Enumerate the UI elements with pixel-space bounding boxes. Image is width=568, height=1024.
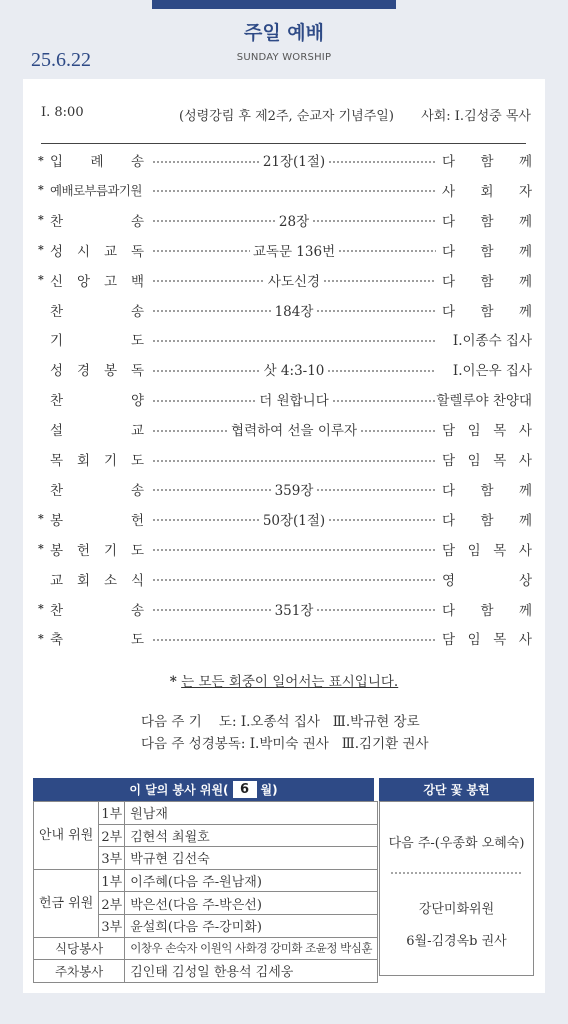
volunteers-table [33,801,378,983]
parking-names: 김인태 김성일 한용석 김세웅 [125,960,378,983]
order-value: 184장 [274,303,314,320]
page-title: 주일 예배 [243,22,325,44]
flowers-header: 강단 꽃 봉헌 [379,778,534,801]
standing-note [0,670,568,690]
order-value: 삿 4:3-10 [263,363,325,380]
volunteers-header [33,778,374,801]
service-occasion: (성령강림 후 제2주, 순교자 기념주일) [179,109,394,124]
leader-dots [316,310,436,312]
leader-dots [152,340,436,342]
order-who: 다 함 께 [442,213,532,230]
offering-part: 2부 [99,892,125,915]
standing-mark: * [38,243,44,257]
table-row [34,937,378,960]
order-value: 50장(1절) [262,512,326,529]
leader-dots [152,220,276,222]
order-who: 사 회 자 [442,183,532,200]
order-content [152,240,436,260]
leader-dots [152,310,272,312]
order-row [38,299,532,321]
flowers-committee: 강단미화위원 [418,902,495,917]
standing-mark: * [38,542,44,556]
leader-dots [152,190,436,192]
order-value: 21장(1절) [262,154,326,170]
order-title: 설 교 [50,423,144,440]
offering-part: 1부 [99,869,125,892]
leader-dots [316,609,436,611]
order-row [38,328,532,350]
order-content [152,187,436,192]
order-title: 입 례 송 [50,154,144,170]
standing-mark: * [38,273,44,287]
table-row [34,869,378,892]
order-content [152,636,436,641]
order-content [152,479,436,499]
top-accent-bar [152,0,396,9]
leader-dots [323,280,436,282]
order-value: 협력하여 선을 이루자 [231,423,357,440]
leader-dots [152,639,436,641]
offering-part: 3부 [99,914,125,937]
kitchen-names: 이창우 손숙자 이원익 사화경 강미화 조윤정 박심훈 [125,937,378,960]
leader-dots [328,519,436,521]
usher-names: 원남재 [125,802,378,825]
order-who: Ⅰ.이은우 집사 [452,363,532,380]
offering-group-label: 헌금 위원 [34,869,99,937]
flowers-june: 6월-김경옥b 권사 [406,934,507,949]
order-row [38,508,532,530]
order-who: 다 함 께 [442,243,532,260]
leader-dots [152,370,261,372]
order-content [152,359,436,379]
order-who: 다 함 께 [442,602,532,619]
leader-dots [152,460,436,462]
order-title: 기 도 [50,333,144,350]
order-row [38,388,532,410]
order-content [152,576,436,581]
next-prayer [141,710,420,730]
service-info [41,105,531,127]
order-title: 찬 송 [50,602,144,619]
order-title: 찬 양 [50,393,144,410]
leader-dots [312,220,436,222]
leader-dots [152,280,265,282]
leader-dots [332,400,436,402]
order-who: 다 함 께 [442,303,532,320]
order-row [38,358,532,380]
order-who: Ⅰ.이종수 집사 [452,333,532,350]
flowers-divider [390,872,523,874]
leader-dots [316,489,436,491]
order-title: 찬 송 [50,303,144,320]
order-row [38,478,532,500]
service-time: Ⅰ. 8:00 [41,105,84,120]
order-title: 봉 헌 기 도 [50,542,144,559]
order-who: 담 임 목 사 [442,423,532,440]
order-content [152,337,436,342]
standing-mark: * [38,512,44,526]
order-value: 359장 [274,482,314,499]
flowers-next-week: 다음 주-(우종화 오혜숙) [388,836,525,851]
order-content [152,210,436,230]
order-row [38,209,532,231]
order-who: 영 상 [442,572,532,589]
standing-mark: * [38,153,44,167]
order-value: 더 원합니다 [259,393,329,410]
usher-group-label: 안내 위원 [34,802,99,870]
order-content [152,599,436,619]
order-who: 담 임 목 사 [442,453,532,469]
volunteers-header-prefix: 이 달의 봉사 위원( [129,783,229,797]
usher-names: 박규현 김선숙 [125,847,378,870]
standing-mark: * [38,213,44,227]
order-content [152,419,436,439]
order-who: 할렐루야 찬양대 [436,393,532,410]
order-who: 담 임 목 사 [442,542,532,559]
leader-dots [152,161,260,163]
leader-dots [360,430,436,432]
leader-dots [152,549,436,551]
order-title: 목 회 기 도 [50,453,144,469]
parking-label: 주차봉사 [34,960,125,983]
standing-mark: * [38,631,44,645]
order-row [38,149,532,171]
order-who: 다 함 께 [442,482,532,499]
table-row [34,960,378,983]
leader-dots [327,370,436,372]
standing-mark: * [38,183,44,197]
order-content [152,150,436,170]
flowers-box [379,801,534,976]
leader-dots [328,161,436,163]
order-value: 사도신경 [267,273,321,290]
order-who: 담 임 목 사 [442,632,532,649]
leader-dots [152,400,256,402]
order-content [152,300,436,320]
next-reading-label: 다음 주 성경봉독: [141,736,246,752]
order-row [38,568,532,590]
order-row [38,538,532,560]
leader-dots [152,430,228,432]
order-value: 28장 [278,213,310,230]
standing-mark: * [169,674,177,690]
order-row [38,598,532,620]
order-value: 교독문 136번 [252,243,336,260]
usher-part: 1부 [99,802,125,825]
leader-dots [152,579,436,581]
order-title: 신 앙 고 백 [50,273,144,290]
order-title: 찬 송 [50,482,144,499]
table-row [34,802,378,825]
order-title: 성 경 봉 독 [50,363,144,380]
order-content [152,509,436,529]
order-row [38,448,532,470]
order-content [152,546,436,551]
service-presider: 사회: Ⅰ.김성중 목사 [421,109,531,124]
order-value: 351장 [274,602,314,619]
order-title: 예배로부름과기원 [50,182,142,198]
order-row [38,269,532,291]
usher-names: 김현석 최윌호 [125,824,378,847]
order-row [38,418,532,440]
next-prayer-label: 다음 주 기 도: [141,714,237,730]
next-prayer-names: Ⅰ.오종석 집사 Ⅲ.박규현 장로 [240,714,420,730]
standing-mark: * [38,602,44,615]
kitchen-label: 식당봉사 [34,937,125,960]
next-reading-names: Ⅰ.박미숙 권사 Ⅲ.김기환 권사 [249,736,429,752]
volunteers-header-suffix: 월) [260,783,278,797]
order-row [38,239,532,261]
order-who: 다 함 께 [442,512,532,529]
order-row [38,179,532,201]
leader-dots [152,250,250,252]
offering-names: 박은선(다음 주-박은선) [125,892,378,915]
page-subtitle: SUNDAY WORSHIP [236,52,332,63]
offering-names: 윤설희(다음 주-강미화) [125,914,378,937]
offering-names: 이주혜(다음 주-원남재) [125,869,378,892]
leader-dots [152,489,272,491]
volunteers-month: 6 [233,781,257,798]
order-who: 다 함 께 [442,273,532,290]
order-title: 축 도 [50,632,144,649]
leader-dots [338,250,436,252]
order-content [152,457,436,462]
order-row [38,627,532,649]
bulletin-date: 25.6.22 [31,49,91,71]
order-content [152,270,436,290]
leader-dots [152,519,260,521]
leader-dots [152,609,272,611]
order-title: 찬 송 [50,213,144,230]
usher-part: 3부 [99,847,125,870]
order-title: 성 시 교 독 [50,243,144,260]
order-title: 교 회 소 식 [50,572,144,589]
divider [41,143,526,144]
usher-part: 2부 [99,824,125,847]
next-reading [141,732,429,752]
order-title: 봉 헌 [50,512,144,529]
standing-note-text: 는 모든 회중이 일어서는 표시입니다. [181,674,399,690]
order-who: 다 함 께 [442,154,532,170]
order-content [152,389,436,409]
